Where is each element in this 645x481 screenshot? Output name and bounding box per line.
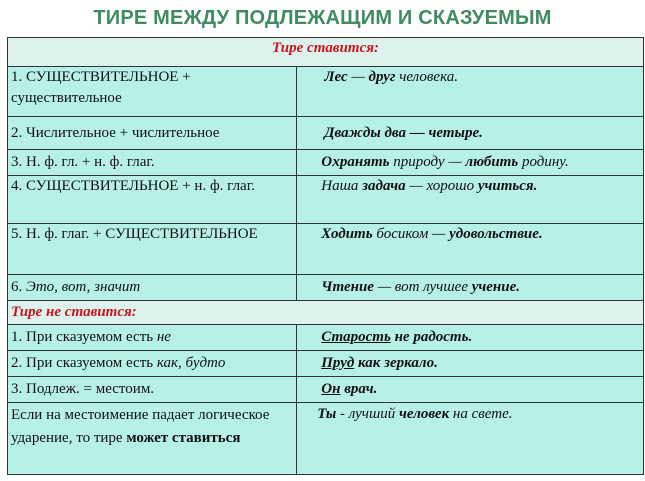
example-rest: не радость.	[390, 329, 473, 345]
rule-prefix: 2. При сказуемом есть	[11, 355, 157, 371]
rule-words: как, будто	[156, 355, 226, 371]
example-cell	[297, 403, 644, 475]
rule-cell	[8, 224, 297, 275]
example-rest: родину.	[518, 154, 569, 170]
table-row	[8, 176, 644, 224]
table-row	[8, 150, 644, 176]
table-row	[8, 117, 644, 150]
rule-cell	[8, 275, 297, 301]
example-rest: врач.	[340, 381, 378, 397]
subject-word: Лес	[324, 69, 348, 85]
rule-cell	[8, 351, 297, 377]
section-header-not-placed	[8, 301, 644, 325]
table-row	[8, 403, 644, 475]
table-row	[8, 224, 644, 275]
rule-cell	[8, 67, 297, 117]
predicate-word: учение.	[471, 279, 521, 295]
example-cell	[297, 176, 644, 224]
example-cell	[297, 150, 644, 176]
predicate-word: человек	[399, 406, 450, 422]
rule-text: 4. СУЩЕСТВИТЕЛЬНОЕ + н. ф. глаг.	[11, 178, 255, 194]
rule-cell	[8, 403, 297, 475]
predicate-word: любить	[465, 154, 519, 170]
table-row	[8, 377, 644, 403]
example-dash: —	[347, 69, 369, 85]
rule-prefix: 6.	[11, 279, 26, 295]
example-mid: природу —	[389, 154, 466, 170]
rule-cell	[8, 377, 297, 403]
rule-words: не	[156, 329, 171, 345]
rule-text: 3. Подлеж. = местоим.	[11, 381, 155, 397]
example-rest: на свете.	[449, 406, 513, 422]
rule-prefix: 1. При сказуемом есть	[11, 329, 157, 345]
example-cell	[297, 351, 644, 377]
example-mid: — вот лучшее	[373, 279, 472, 295]
subject-word: Охранять	[321, 154, 390, 170]
example-cell	[297, 67, 644, 117]
predicate-word: друг	[368, 69, 396, 85]
predicate-word: удовольствие.	[449, 226, 543, 242]
subject-word: Пруд	[321, 355, 355, 371]
example-cell	[297, 325, 644, 351]
rule-text: 5. Н. ф. глаг. + СУЩЕСТВИТЕЛЬНОЕ	[11, 226, 258, 242]
predicate-word: четыре.	[428, 125, 483, 141]
page-title: ТИРЕ МЕЖДУ ПОДЛЕЖАЩИМ И СКАЗУЕМЫМ	[93, 7, 552, 29]
rule-bold-text: может ставиться	[126, 430, 241, 446]
example-dash: —	[406, 125, 429, 141]
section-title: Тире ставится:	[272, 40, 379, 56]
rules-table	[7, 37, 644, 475]
subject-word: Ходить	[321, 226, 373, 242]
table-row	[8, 325, 644, 351]
table-row	[8, 351, 644, 377]
example-rest: человека.	[395, 69, 458, 85]
subject-word: Дважды два	[324, 125, 407, 141]
rule-text: Если на местоимение падает логическое ударение, то тире	[11, 407, 270, 446]
subject-word: Он	[321, 381, 341, 397]
subject-word: задача	[362, 178, 406, 194]
rule-text: 2. Числительное + числительное	[11, 125, 220, 141]
table-row	[8, 67, 644, 117]
example-mid: босиком —	[372, 226, 450, 242]
example-cell	[297, 377, 644, 403]
subject-word: Старость	[321, 329, 391, 345]
section-title: Тире не ставится:	[11, 304, 137, 320]
rule-cell	[8, 176, 297, 224]
rule-words: Это, вот, значит	[26, 279, 141, 295]
subject-word: Ты	[317, 406, 337, 422]
rule-cell	[8, 117, 297, 150]
subject-word: Чтение	[321, 279, 374, 295]
table-row	[8, 275, 644, 301]
example-cell	[297, 275, 644, 301]
predicate-word: учиться.	[477, 178, 538, 194]
example-mid: — хорошо	[405, 178, 478, 194]
example-mid: - лучший	[336, 406, 400, 422]
example-rest: как зеркало.	[354, 355, 438, 371]
rule-text: 3. Н. ф. гл. + н. ф. глаг.	[11, 154, 155, 170]
rule-text: 1. СУЩЕСТВИТЕЛЬНОЕ + существительное	[11, 69, 191, 106]
rule-cell	[8, 325, 297, 351]
rule-cell	[8, 150, 297, 176]
example-cell	[297, 117, 644, 150]
example-pre: Наша	[321, 178, 363, 194]
section-header-placed	[8, 38, 644, 67]
example-cell	[297, 224, 644, 275]
